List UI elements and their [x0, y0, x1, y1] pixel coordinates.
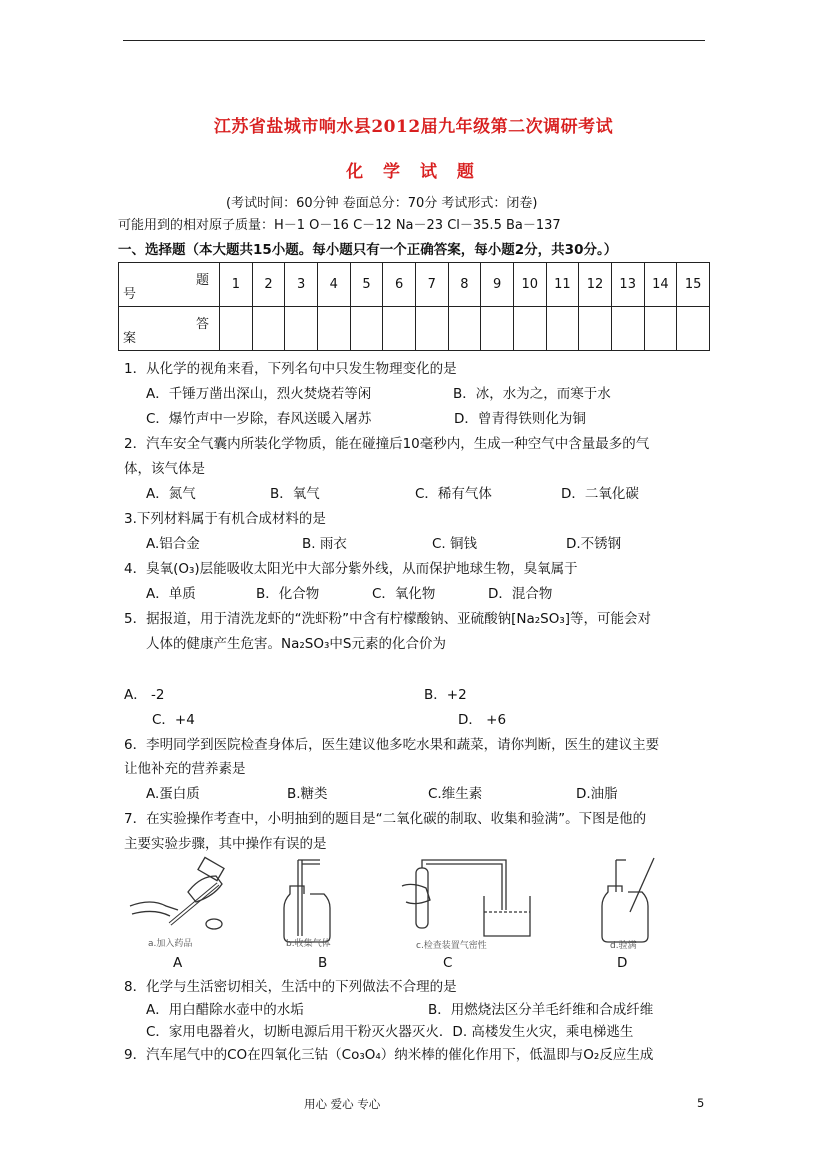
figure-label-b: B — [318, 955, 328, 971]
q6-stem-line2: 让他补充的营养素是 — [124, 761, 246, 777]
exam-info: (考试时间：60分钟 卷面总分：70分 考试形式：闭卷) — [226, 196, 538, 211]
q8-stem: 8．化学与生活密切相关，生活中的下列做法不合理的是 — [124, 979, 457, 995]
figure-label-d: D — [617, 955, 628, 971]
question-number: 13 — [611, 263, 644, 307]
caption-b: b.收集气体 — [286, 939, 331, 949]
q1-option-c: C．爆竹声中一岁除，春风送暖入屠苏 — [146, 411, 372, 427]
answer-cell[interactable] — [448, 307, 481, 351]
q5-option-c: C．+4 — [152, 712, 195, 728]
q5-option-b: B．+2 — [424, 687, 467, 703]
answer-cell[interactable] — [350, 307, 383, 351]
q7-stem-line2: 主要实验步骤，其中操作有误的是 — [124, 836, 327, 852]
q3-stem: 3.下列材料属于有机合成材料的是 — [124, 511, 326, 527]
q6-option-c: C.维生素 — [428, 786, 483, 802]
q5-option-d: D． +6 — [458, 712, 507, 728]
question-number: 5 — [350, 263, 383, 307]
airtightness-check-illustration — [402, 860, 530, 951]
q1-stem: 1．从化学的视角来看，下列名句中只发生物理变化的是 — [124, 361, 457, 377]
q6-stem-line1: 6．李明同学到医院检查身体后，医生建议他多吃水果和蔬菜，请你判断，医生的建议主要 — [124, 737, 660, 753]
question-number: 11 — [546, 263, 579, 307]
caption-a: a.加入药品 — [148, 939, 193, 949]
collecting-gas-illustration — [284, 860, 331, 949]
answer-cell[interactable] — [481, 307, 514, 351]
q7-stem-line1: 7．在实验操作考查中，小明抽到的题目是“二氧化碳的制取、收集和验满”。下图是他的 — [124, 811, 647, 827]
q2-stem-line2: 体，该气体是 — [124, 461, 205, 477]
answer-cell[interactable] — [677, 307, 710, 351]
answer-table-number-row — [119, 263, 710, 307]
answer-cell[interactable] — [220, 307, 253, 351]
q3-option-b: B. 雨衣 — [302, 536, 347, 552]
q4-option-a: A．单质 — [146, 586, 196, 602]
atomic-masses: 可能用到的相对原子质量：H－1 O－16 C－12 Na－23 Cl－35.5 Ba－137 — [118, 218, 561, 233]
answer-cell[interactable] — [383, 307, 416, 351]
question-number: 1 — [220, 263, 253, 307]
q1-option-b: B．冰，水为之，而寒于水 — [453, 386, 611, 402]
caption-d: d.验满 — [610, 941, 637, 951]
answer-cell[interactable] — [579, 307, 612, 351]
experiment-figure — [126, 856, 666, 956]
section-heading: 一、选择题（本大题共15小题。每小题只有一个正确答案，每小题2分，共30分。） — [118, 242, 618, 258]
q9-stem: 9．汽车尾气中的CO在四氧化三钴（Co₃O₄）纳米棒的催化作用下，低温即与O₂反应生成 — [124, 1047, 654, 1063]
q6-option-b: B.糖类 — [287, 786, 328, 802]
page-number: 5 — [697, 1096, 705, 1110]
q8-option-b: B．用燃烧法区分羊毛纤维和合成纤维 — [428, 1002, 654, 1018]
caption-c: c.检查装置气密性 — [416, 941, 487, 951]
answer-cell[interactable] — [513, 307, 546, 351]
q3-option-c: C. 铜钱 — [432, 536, 478, 552]
q2-option-c: C．稀有气体 — [415, 486, 492, 502]
answer-cell[interactable] — [644, 307, 677, 351]
q2-option-b: B．氧气 — [270, 486, 320, 502]
row-label-number: 题 号 — [119, 263, 220, 307]
answer-cell[interactable] — [415, 307, 448, 351]
question-number: 10 — [513, 263, 546, 307]
q3-option-d: D.不锈钢 — [566, 536, 622, 552]
figure-label-c: C — [443, 955, 453, 971]
q2-option-d: D．二氧化碳 — [561, 486, 639, 502]
exam-title: 江苏省盐城市响水县2012届九年级第二次调研考试 — [213, 117, 614, 137]
question-number: 14 — [644, 263, 677, 307]
figure-label-a: A — [173, 955, 183, 971]
q1-option-a: A．千锤万凿出深山，烈火焚烧若等闲 — [146, 386, 372, 402]
header-rule — [123, 40, 705, 41]
answer-cell[interactable] — [546, 307, 579, 351]
q6-option-d: D.油脂 — [576, 786, 618, 802]
q8-option-cd: C．家用电器着火，切断电源后用干粉灭火器灭火．D. 高楼发生火灾，乘电梯逃生 — [146, 1024, 634, 1040]
q4-stem: 4．臭氧(O₃)层能吸收太阳光中大部分紫外线，从而保护地球生物，臭氧属于 — [124, 561, 578, 577]
question-number: 4 — [317, 263, 350, 307]
q2-option-a: A．氮气 — [146, 486, 196, 502]
gas-full-check-illustration — [602, 858, 654, 951]
answer-table-answer-row — [119, 307, 710, 351]
adding-reagent-illustration — [130, 857, 224, 949]
exam-subtitle: 化 学 试 题 — [346, 162, 481, 182]
answer-cell[interactable] — [285, 307, 318, 351]
answer-cell[interactable] — [252, 307, 285, 351]
answer-table — [118, 262, 710, 351]
q5-option-a: A． -2 — [124, 687, 165, 703]
question-number: 12 — [579, 263, 612, 307]
q5-stem-line2: 人体的健康产生危害。Na₂SO₃中S元素的化合价为 — [146, 636, 446, 652]
answer-cell[interactable] — [317, 307, 350, 351]
question-number: 9 — [481, 263, 514, 307]
q4-option-b: B．化合物 — [256, 586, 320, 602]
q4-option-d: D．混合物 — [488, 586, 553, 602]
question-number: 15 — [677, 263, 710, 307]
answer-cell[interactable] — [611, 307, 644, 351]
question-number: 7 — [415, 263, 448, 307]
q1-option-d: D．曾青得铁则化为铜 — [454, 411, 586, 427]
question-number: 2 — [252, 263, 285, 307]
q8-option-a: A．用白醋除水壶中的水垢 — [146, 1002, 304, 1018]
question-number: 6 — [383, 263, 416, 307]
question-number: 8 — [448, 263, 481, 307]
row-label-answer: 答 案 — [119, 307, 220, 351]
q6-option-a: A.蛋白质 — [146, 786, 200, 802]
q3-option-a: A.铝合金 — [146, 536, 200, 552]
footer-motto: 用心 爱心 专心 — [304, 1097, 381, 1111]
q5-stem-line1: 5．据报道，用于清洗龙虾的“洗虾粉”中含有柠檬酸钠、亚硫酸钠[Na₂SO₃]等，可能会对 — [124, 611, 651, 627]
question-number: 3 — [285, 263, 318, 307]
q4-option-c: C．氧化物 — [372, 586, 436, 602]
q2-stem-line1: 2．汽车安全气囊内所装化学物质，能在碰撞后10毫秒内，生成一种空气中含量最多的气 — [124, 436, 650, 452]
